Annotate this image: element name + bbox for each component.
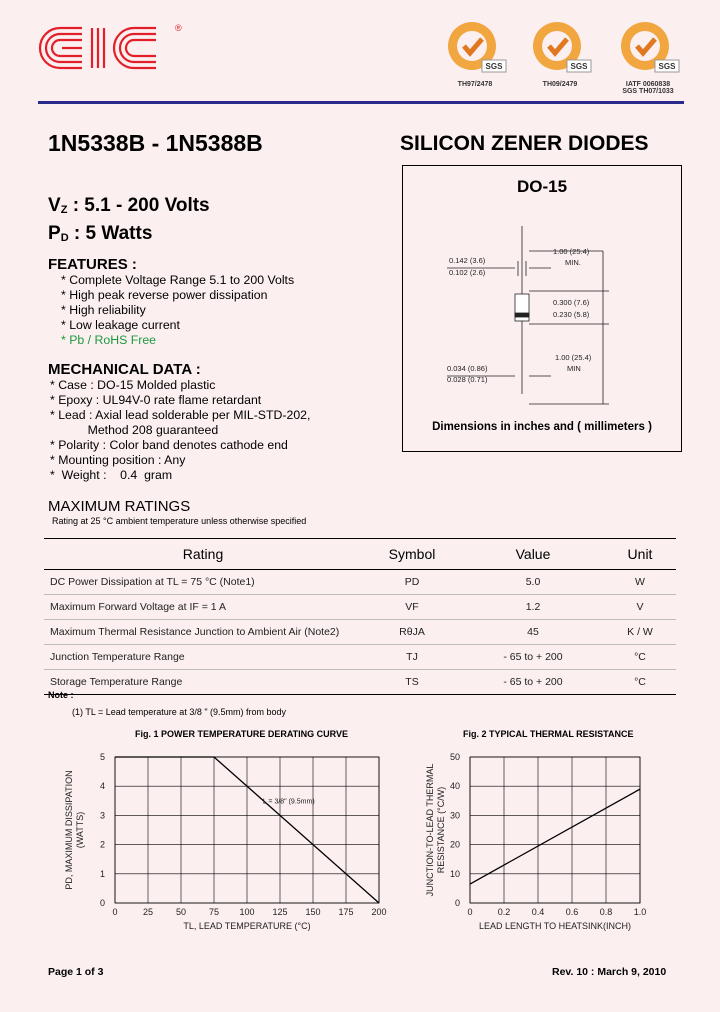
plot-frame <box>470 757 640 903</box>
x-tick-label: 50 <box>175 907 187 917</box>
y-tick-label: 0 <box>454 898 460 908</box>
x-tick-label: 0.8 <box>599 907 613 917</box>
svg-text:0.230 (5.8): 0.230 (5.8) <box>553 310 590 319</box>
mech-item: * Polarity : Color band denotes cathode end <box>50 438 288 452</box>
ratings-table <box>44 538 676 695</box>
svg-text:0.028 (0.71): 0.028 (0.71) <box>447 375 488 384</box>
cert-badge-1: SGS TH97/2478 <box>440 18 510 88</box>
y-axis-label: RESISTANCE (°C/W) <box>436 786 446 874</box>
features-title: FEATURES : <box>48 256 137 273</box>
page-number: Page 1 of 3 <box>48 966 104 978</box>
curve-annotation: L = 3/8" (9.5mm) <box>262 798 315 806</box>
table-header-row: Rating Symbol Value Unit <box>44 539 676 570</box>
mech-item: * Epoxy : UL94V-0 rate flame retardant <box>50 393 262 407</box>
feature-item: * Complete Voltage Range 5.1 to 200 Volts <box>61 273 295 287</box>
y-tick-label: 3 <box>99 810 105 821</box>
sgs-seal-icon <box>615 18 681 76</box>
svg-text:0.142 (3.6): 0.142 (3.6) <box>449 256 486 265</box>
mechanical-title: MECHANICAL DATA : <box>48 361 201 378</box>
header-divider <box>38 101 684 104</box>
mech-item: * Case : DO-15 Molded plastic <box>50 378 216 392</box>
key-specs: $V_Z$ : 5.1 - 200 Volts $P_D$ : 5 Watts <box>48 195 210 244</box>
sgs-seal-icon <box>527 18 593 76</box>
svg-text:MIN.: MIN. <box>565 258 581 267</box>
fig2-title: Fig. 2 TYPICAL THERMAL RESISTANCE <box>463 729 634 739</box>
feature-item: * High peak reverse power dissipation <box>61 288 268 302</box>
y-tick-label: 30 <box>449 810 460 821</box>
note-title: Note : <box>48 690 74 700</box>
y-tick-label: 2 <box>99 839 105 850</box>
x-tick-label: 0 <box>467 907 473 917</box>
y-tick-label: 50 <box>449 752 460 762</box>
max-ratings-title: MAXIMUM RATINGS <box>48 498 191 515</box>
svg-text:SGS: SGS <box>658 62 676 71</box>
y-axis-label: PD, MAXIMUM DISSIPATION <box>64 770 74 890</box>
do15-outline <box>403 166 681 451</box>
package-drawing <box>402 165 682 452</box>
y-tick-label: 10 <box>449 868 460 879</box>
mech-item: Method 208 guaranteed <box>50 423 219 437</box>
y-tick-label: 5 <box>99 752 105 762</box>
x-tick-label: 100 <box>239 907 255 917</box>
svg-text:0.034 (0.86): 0.034 (0.86) <box>447 364 488 373</box>
table-row: Junction Temperature Range TJ - 65 to + 200 °C <box>44 645 676 670</box>
mech-item: * Lead : Axial lead solderable per MIL-STD-202, <box>50 408 311 422</box>
package-note: Dimensions in inches and ( millimeters ) <box>432 421 652 433</box>
y-tick-label: 40 <box>449 781 460 792</box>
x-tick-label: 0.4 <box>531 907 545 917</box>
y-tick-label: 20 <box>449 839 460 850</box>
x-tick-label: 1.0 <box>633 907 647 917</box>
x-axis-label: TL, LEAD TEMPERATURE (°C) <box>183 921 311 931</box>
x-tick-label: 25 <box>142 907 154 917</box>
y-tick-label: 1 <box>99 868 105 879</box>
svg-text:0.300 (7.6): 0.300 (7.6) <box>553 298 590 307</box>
table-row: DC Power Dissipation at TL = 75 °C (Note1) PD 5.0 W <box>44 570 676 595</box>
x-tick-label: 75 <box>208 907 220 917</box>
x-tick-label: 175 <box>338 907 354 917</box>
y-tick-label: 4 <box>99 781 105 792</box>
fig1-chart <box>40 745 400 940</box>
eic-logo <box>38 22 188 74</box>
sgs-seal-icon <box>442 18 508 76</box>
x-tick-label: 200 <box>371 907 387 917</box>
note-text: (1) TL = Lead temperature at 3/8 " (9.5mm) from body <box>72 707 287 717</box>
table-row: Storage Temperature Range TS - 65 to + 200 °C <box>44 670 676 695</box>
y-tick-label: 0 <box>99 898 105 908</box>
fig1-title: Fig. 1 POWER TEMPERATURE DERATING CURVE <box>135 729 349 739</box>
mechanical-section <box>48 361 310 483</box>
cert-badge-2: SGS TH09/2479 <box>525 18 595 88</box>
part-number: 1N5338B - 1N5388B <box>48 130 263 156</box>
revision: Rev. 10 : March 9, 2010 <box>552 966 667 978</box>
x-tick-label: 0.2 <box>497 907 511 917</box>
x-tick-label: 0 <box>112 907 118 917</box>
feature-item: * High reliability <box>61 303 146 317</box>
table-row: Maximum Forward Voltage at IF = 1 A VF 1.2 V <box>44 595 676 620</box>
table-row: Maximum Thermal Resistance Junction to Ambient Air (Note2) RθJA 45 K / W <box>44 620 676 645</box>
svg-text:1.00 (25.4): 1.00 (25.4) <box>555 353 592 362</box>
page-title: SILICON ZENER DIODES <box>400 132 649 155</box>
svg-text:0.102 (2.6): 0.102 (2.6) <box>449 268 486 277</box>
svg-text:1.00 (25.4): 1.00 (25.4) <box>553 247 590 256</box>
y-axis-label: JUNCTION-TO-LEAD THERMAL <box>425 763 435 897</box>
svg-text:SGS: SGS <box>570 62 588 71</box>
max-ratings-subtitle: Rating at 25 °C ambient temperature unless otherwise specified <box>52 516 307 526</box>
y-axis-label: (WATTS) <box>75 811 85 849</box>
cert-badge-3: SGS IATF 0060838 SGS TH07/1033 <box>610 18 686 95</box>
feature-item: * Low leakage current <box>61 318 180 332</box>
fig2-chart <box>415 745 675 940</box>
x-axis-label: LEAD LENGTH TO HEATSINK(INCH) <box>478 921 632 931</box>
mech-item: * Mounting position : Any <box>50 453 186 467</box>
package-title: DO-15 <box>516 177 568 196</box>
svg-text:MIN: MIN <box>567 364 581 373</box>
mech-item: * Weight : 0.4 gram <box>50 468 173 482</box>
svg-text:®: ® <box>175 23 182 33</box>
feature-item-rohs: * Pb / RoHS Free <box>61 333 156 347</box>
x-tick-label: 150 <box>305 907 321 917</box>
x-tick-label: 125 <box>272 907 288 917</box>
svg-text:SGS: SGS <box>485 62 503 71</box>
features-section <box>48 256 294 348</box>
data-series-line <box>470 789 640 884</box>
x-tick-label: 0.6 <box>565 907 579 917</box>
